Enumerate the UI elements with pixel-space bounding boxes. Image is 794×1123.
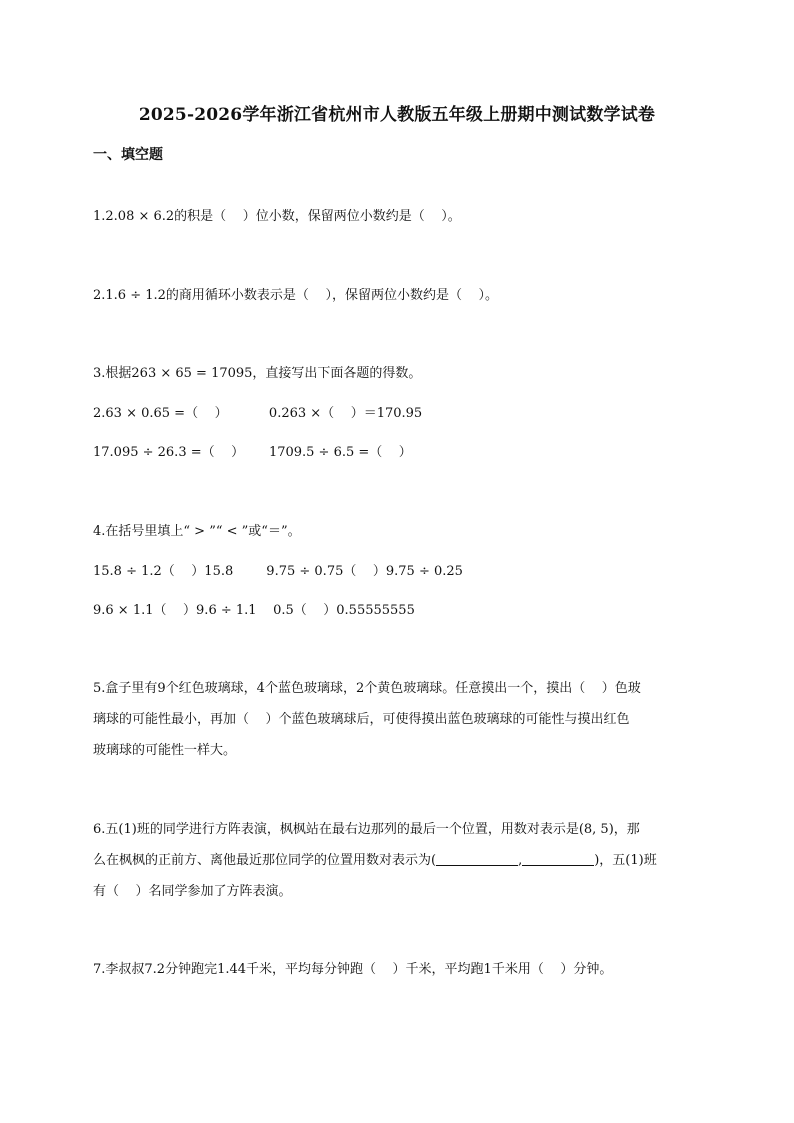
page-title: 2025-2026学年浙江省杭州市人教版五年级上册期中测试数学试卷	[138, 105, 656, 125]
question-6-separator: ,	[518, 853, 523, 868]
question-6-line-1: 6.五(1)班的同学进行方阵表演，枫枫站在最右边那列的最后一个位置，用数对表示是(8, 5)，那	[93, 822, 640, 837]
question-3-stem: 3.根据263 × 65 = 17095，直接写出下面各题的得数。	[93, 366, 422, 381]
question-6-line-2	[93, 849, 657, 868]
question-3-row-2: 17.095 ÷ 26.3 =（ ） 1709.5 ÷ 6.5 =（ ）	[93, 445, 412, 460]
question-5-line-1: 5.盒子里有9个红色玻璃球，4个蓝色玻璃球，2个黄色玻璃球。任意摸出一个，摸出（ ）色玻	[93, 681, 641, 696]
question-3-row-1: 2.63 × 0.65 =（ ） 0.263 ×（ ）＝170.95	[93, 406, 423, 421]
section-heading: 一、填空题	[93, 147, 163, 163]
question-5-line-2: 璃球的可能性最小，再加（ ）个蓝色玻璃球后，可使得摸出蓝色玻璃球的可能性与摸出红色	[93, 712, 630, 727]
question-4-stem: 4.在括号里填上“ > ”“ < ”或“＝”。	[93, 524, 301, 539]
question-2: 2.1.6 ÷ 1.2的商用循环小数表示是（ ），保留两位小数约是（ ）。	[93, 288, 498, 303]
question-7: 7.李叔叔7.2分钟跑完1.44千米，平均每分钟跑（ ）千米，平均跑1千米用（ ）分钟。	[93, 962, 613, 977]
answer-blank-x	[436, 852, 518, 866]
question-6-line-3: 有（ ）名同学参加了方阵表演。	[93, 884, 292, 899]
answer-blank-y	[522, 852, 594, 866]
question-4-row-1: 15.8 ÷ 1.2（ ）15.8 9.75 ÷ 0.75（ ）9.75 ÷ 0.25	[93, 564, 463, 579]
question-6-text-a: 么在枫枫的正前方、离他最近那位同学的位置用数对表示为(	[93, 853, 437, 868]
question-5-line-3: 玻璃球的可能性一样大。	[93, 743, 237, 758]
question-4-row-2: 9.6 × 1.1（ ）9.6 ÷ 1.1 0.5（ ）0.55555555	[93, 603, 415, 618]
question-6-text-b: )，五(1)班	[594, 853, 657, 868]
question-1: 1.2.08 × 6.2的积是（ ）位小数，保留两位小数约是（ ）。	[93, 209, 461, 224]
